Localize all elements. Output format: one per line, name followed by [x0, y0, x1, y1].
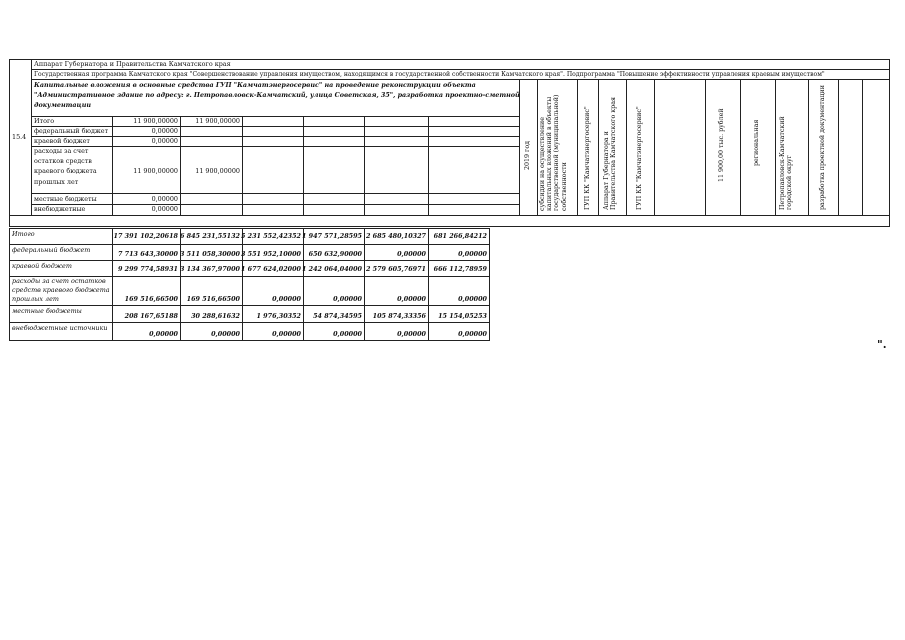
totals-row-line	[9, 305, 490, 306]
totals-federal-y1: 3 511 058,30000	[179, 250, 240, 258]
row-label-leftover-1: расходы за счет	[34, 147, 89, 155]
upper-spacer-border	[9, 226, 890, 227]
col-line	[808, 79, 809, 215]
row-line	[31, 204, 519, 205]
row-regional-v1: 0,00000	[151, 137, 178, 145]
totals-regional-all: 9 299 774,58931	[117, 265, 178, 273]
totals-total-y2: 5 231 552,42352	[240, 232, 301, 240]
upper-right-border	[889, 59, 890, 226]
totals-regional-y5: 666 112,78959	[433, 265, 487, 273]
totals-col-line	[9, 228, 10, 340]
totals-local-y1: 30 288,61632	[191, 312, 240, 320]
totals-total-y4: 2 685 480,10327	[365, 232, 426, 240]
totals-col-line	[428, 228, 429, 340]
col-line	[598, 79, 599, 215]
vertical-subsidy: субсидии на осуществление капитальных вложений в объекты государственной (муниципальной) собственности	[539, 94, 568, 211]
totals-label-leftover-3: прошлых лет	[12, 295, 59, 303]
vertical-activity: разработка проектной документации	[819, 85, 826, 210]
totals-local-y2: 1 976,30352	[256, 312, 301, 320]
col-line	[740, 79, 741, 215]
totals-top-border	[9, 228, 490, 229]
col-line	[428, 116, 429, 215]
totals-extrabudget-y3: 0,00000	[333, 330, 362, 338]
totals-total-y5: 681 266,84212	[433, 232, 487, 240]
row-line	[31, 146, 519, 147]
program-line: Государственная программа Камчатского края "Совершенствование управления имуществом, находящимся в государственной собственности Камчатского края". Подпрограмма "Повышение эффективности управления краевым имуществом"	[34, 71, 825, 78]
closing-quote-mark: ".	[877, 338, 887, 351]
row-total-v1: 11 900,00000	[133, 117, 178, 125]
totals-regional-y3: 1 242 064,04000	[301, 265, 362, 273]
totals-label-leftover-2: средств краевого бюджета	[12, 286, 110, 294]
totals-total-y1: 6 845 231,55132	[179, 232, 240, 240]
totals-regional-y1: 3 134 367,97000	[179, 265, 240, 273]
vertical-level: региональная	[753, 119, 760, 166]
upper-bottom-border	[9, 215, 890, 216]
row-leftover-v1: 11 900,00000	[133, 167, 178, 175]
col-line	[577, 79, 578, 215]
row-line	[31, 193, 519, 194]
row-label-extrabudget: внебюджетные	[34, 205, 86, 213]
row-local-v1: 0,00000	[151, 195, 178, 203]
totals-col-line	[364, 228, 365, 340]
col-line	[775, 79, 776, 215]
totals-col-line	[303, 228, 304, 340]
vertical-municipality: Петропавловск-Камчатский городской округ	[779, 116, 794, 210]
organization-line: Аппарат Губернатора и Правительства Камчатского края	[34, 60, 231, 68]
number-col-border	[31, 59, 32, 215]
row-label-leftover-2: остатков средств	[34, 157, 92, 165]
vertical-administrator: Аппарат Губернатора и Правительства Камчатского края	[603, 97, 618, 210]
totals-regional-y2: 1 677 624,02000	[240, 265, 301, 273]
totals-federal-y3: 650 632,90000	[308, 250, 362, 258]
totals-regional-y4: 2 579 605,76971	[365, 265, 426, 273]
row-total-v2: 11 900,00000	[195, 117, 240, 125]
totals-extrabudget-y1: 0,00000	[211, 330, 240, 338]
totals-federal-y5: 0,00000	[458, 250, 487, 258]
org-line-border	[31, 69, 890, 70]
totals-local-y5: 15 154,05253	[438, 312, 487, 320]
totals-col-line	[242, 228, 243, 340]
row-number: 15.4	[12, 133, 27, 141]
totals-label-local: местные бюджеты	[12, 307, 82, 315]
vertical-customer: ГУП КК "Камчатэнергосервис"	[636, 106, 643, 210]
totals-label-leftover-1: расходы за счет остатков	[12, 277, 106, 285]
row-extrabudget-v1: 0,00000	[151, 205, 178, 213]
col-line	[303, 116, 304, 215]
row-label-leftover-3: краевого бюджета	[34, 167, 97, 175]
totals-col-line	[112, 228, 113, 340]
totals-row-line	[9, 322, 490, 323]
totals-label-regional: краевой бюджет	[12, 262, 72, 270]
totals-leftover-y5: 0,00000	[458, 295, 487, 303]
row-label-local: местные бюджеты	[34, 195, 97, 203]
col-line	[705, 79, 706, 215]
totals-federal-all: 7 713 643,30000	[117, 250, 178, 258]
row-label-total: Итого	[34, 117, 55, 125]
totals-leftover-y1: 169 516,66500	[186, 295, 240, 303]
totals-col-line	[180, 228, 181, 340]
row-label-leftover-4: прошлых лет	[34, 178, 79, 186]
totals-row-line	[9, 244, 490, 245]
row-leftover-v2: 11 900,00000	[195, 167, 240, 175]
totals-leftover-all: 169 516,66500	[124, 295, 178, 303]
totals-total-y3: 1 947 571,28595	[301, 232, 362, 240]
totals-col-line	[489, 228, 490, 340]
totals-leftover-y3: 0,00000	[333, 295, 362, 303]
totals-label-total: Итого	[12, 230, 35, 238]
totals-label-extrabudget: внебюджетные источники	[12, 324, 108, 332]
totals-bottom-border	[9, 340, 490, 341]
col-line	[626, 79, 627, 215]
vertical-amount: 11 900,00 тыс. рублей	[718, 108, 725, 182]
project-title-line-1: Капитальные вложения в основные средства ГУП "Камчатэнергосервис" на проведение реконструкции объекта	[34, 81, 476, 89]
totals-extrabudget-y4: 0,00000	[397, 330, 426, 338]
program-line-border	[31, 79, 890, 80]
totals-extrabudget-y2: 0,00000	[272, 330, 301, 338]
project-title-line-3: документации	[34, 101, 91, 109]
totals-label-federal: федеральный бюджет	[12, 246, 91, 254]
col-line	[180, 116, 181, 215]
col-line	[838, 79, 839, 215]
col-line	[654, 79, 655, 215]
totals-leftover-y2: 0,00000	[272, 295, 301, 303]
row-label-regional: краевой бюджет	[34, 137, 90, 145]
totals-federal-y4: 0,00000	[397, 250, 426, 258]
totals-local-y4: 105 874,33356	[372, 312, 426, 320]
col-line	[242, 116, 243, 215]
col-line	[364, 116, 365, 215]
totals-leftover-y4: 0,00000	[397, 295, 426, 303]
upper-left-border	[9, 59, 10, 226]
project-title-line-2: "Административное здание по адресу: г. Петропавловск-Камчатский, улица Советская, 35", разработка проектно-сметной	[34, 91, 520, 99]
row-federal-v1: 0,00000	[151, 127, 178, 135]
totals-local-y3: 54 874,34595	[313, 312, 362, 320]
col-line	[862, 79, 863, 215]
col-line	[537, 79, 538, 215]
totals-local-all: 208 167,65188	[124, 312, 178, 320]
row-line	[31, 136, 519, 137]
totals-federal-y2: 3 551 952,10000	[240, 250, 301, 258]
col-line	[519, 79, 520, 215]
vertical-year: 2019 год	[524, 141, 531, 170]
row-line	[31, 116, 519, 117]
totals-extrabudget-all: 0,00000	[149, 330, 178, 338]
vertical-recipient: ГУП КК "Камчатэнергосервис"	[584, 106, 591, 210]
row-label-federal: федеральный бюджет	[34, 127, 109, 135]
totals-row-line	[9, 260, 490, 261]
totals-extrabudget-y5: 0,00000	[458, 330, 487, 338]
totals-total-all: 17 391 102,20618	[113, 232, 178, 240]
